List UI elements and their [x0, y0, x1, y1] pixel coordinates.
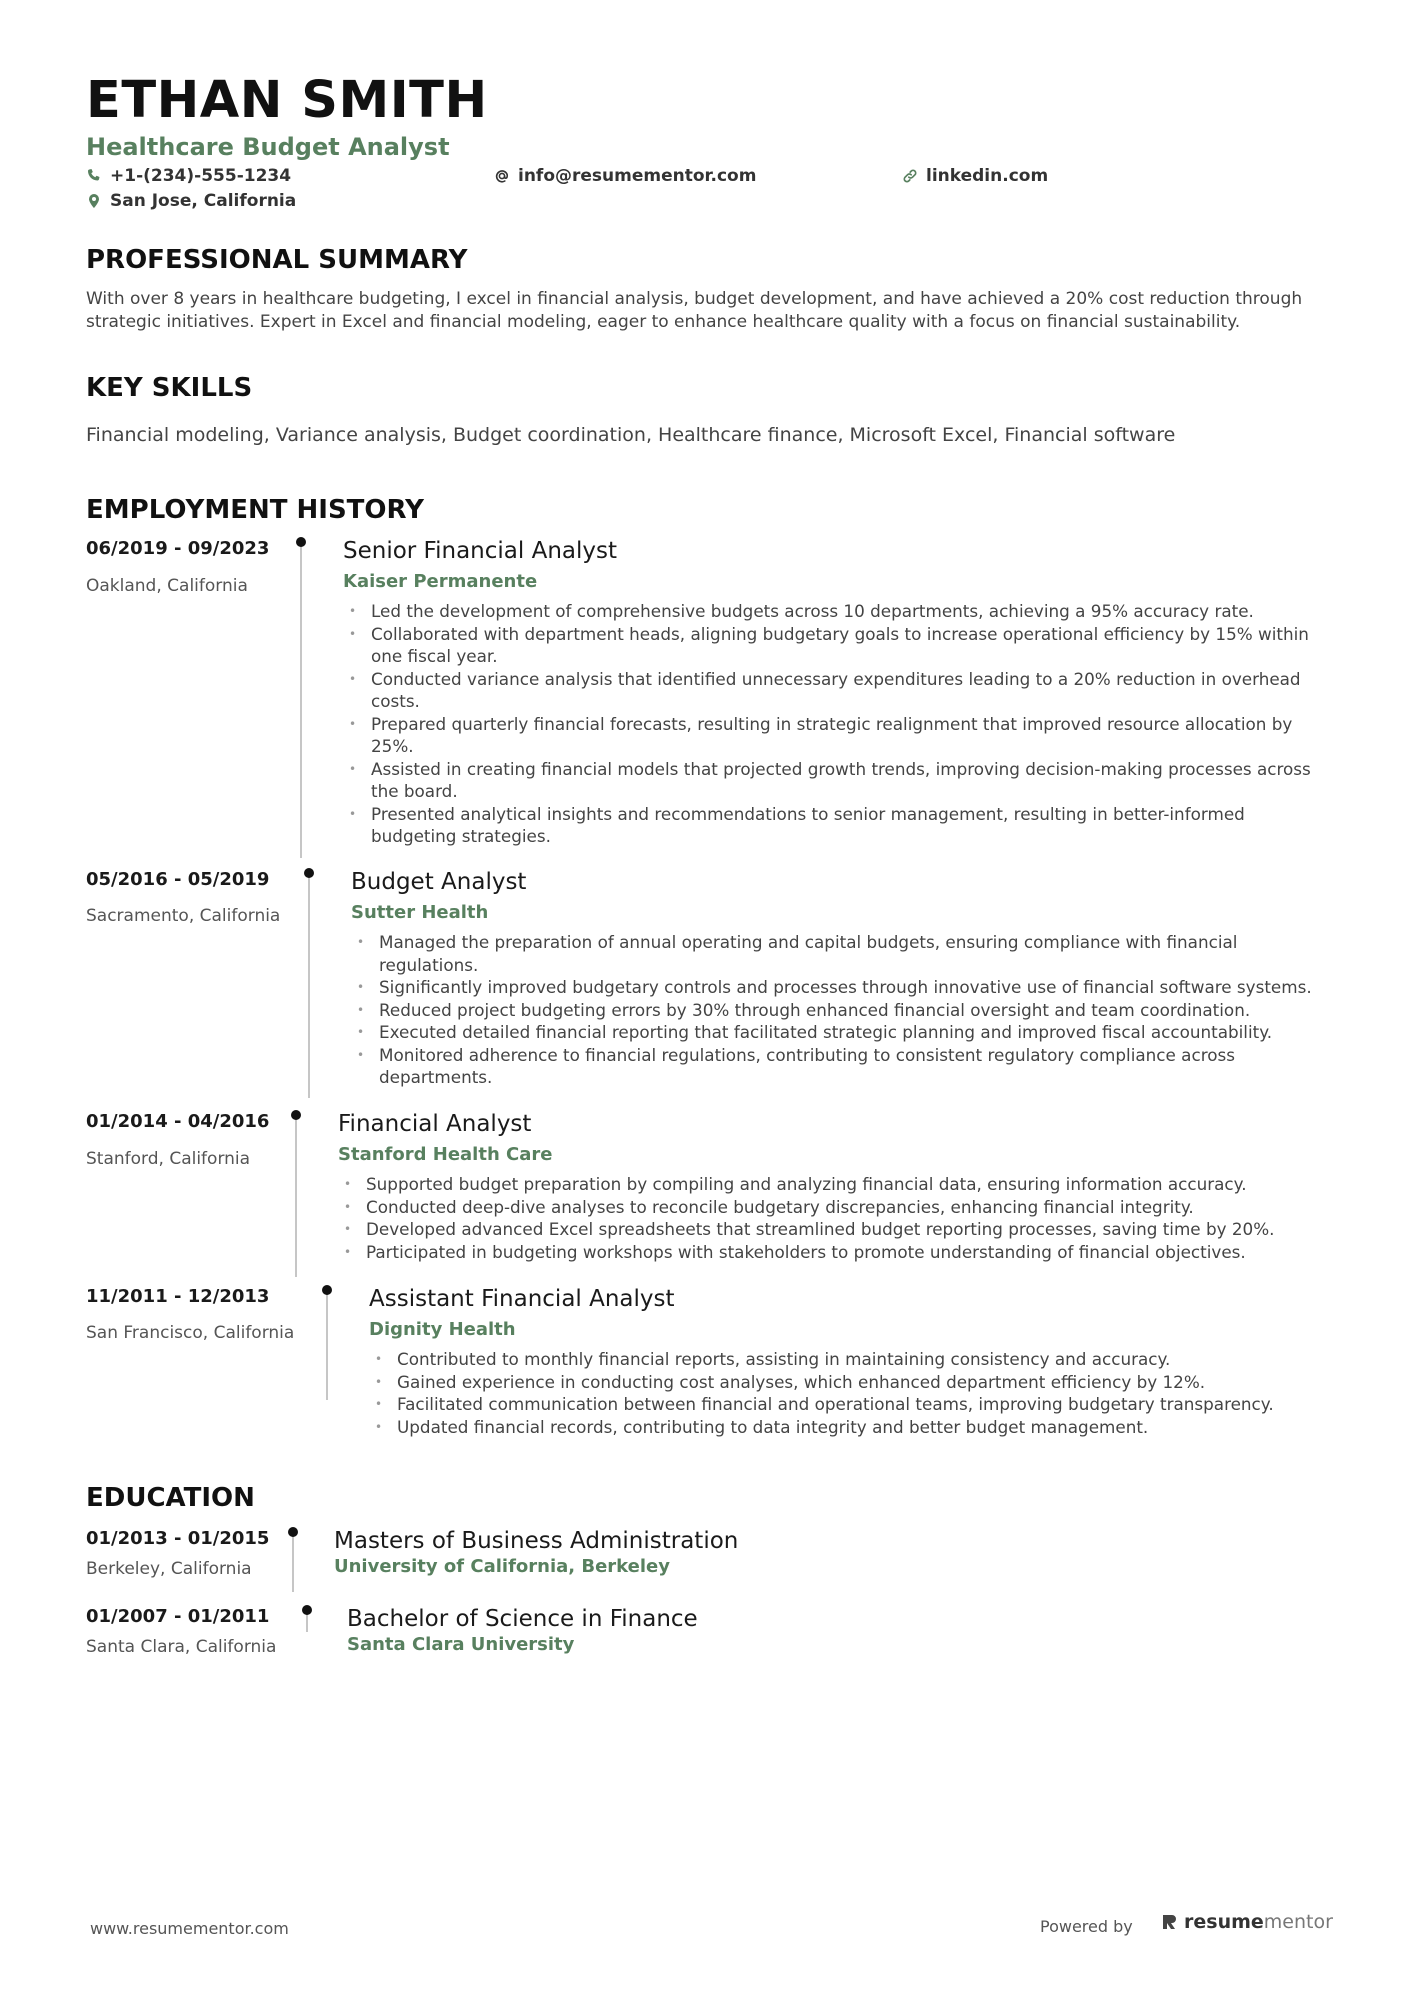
job-company: Sutter Health	[351, 902, 489, 923]
education-location: Santa Clara, California	[86, 1637, 277, 1657]
job-bullets	[338, 1173, 1333, 1263]
job-dates: 01/2014 - 04/2016	[86, 1111, 270, 1132]
job-dates: 05/2016 - 05/2019	[86, 869, 270, 890]
degree-title: Masters of Business Administration	[334, 1528, 739, 1554]
job-location: Oakland, California	[86, 576, 248, 596]
job-bullet: • Collaborated with department heads, aligning budgetary goals to increase operational efficiency by 15% within one fiscal year.	[343, 623, 1333, 668]
timeline-line	[308, 875, 310, 1098]
skills-heading: KEY SKILLS	[86, 373, 253, 403]
contact-linkedin[interactable]	[902, 165, 1048, 187]
job-title: Financial Analyst	[338, 1111, 532, 1137]
education-heading: EDUCATION	[86, 1483, 255, 1513]
candidate-name: ETHAN SMITH	[86, 71, 488, 130]
timeline-line	[300, 544, 302, 858]
job-bullet: • Facilitated communication between financial and operational teams, improving budgetary transparency.	[369, 1393, 1333, 1416]
degree-title: Bachelor of Science in Finance	[347, 1606, 698, 1632]
job-bullet: • Reduced project budgeting errors by 30% through enhanced financial oversight and team coordination.	[351, 999, 1333, 1022]
education-location: Berkeley, California	[86, 1559, 252, 1579]
summary-text: With over 8 years in healthcare budgeting, I excel in financial analysis, budget development, and have achieved a 20% cost reduction through strategic initiatives. Expert in Excel and financial modeling, eager to enhance healthcare quality with a focus on financial sustainability.	[86, 289, 1303, 332]
timeline-line	[295, 1117, 297, 1277]
candidate-title: Healthcare Budget Analyst	[86, 133, 450, 161]
timeline-dot	[304, 868, 314, 878]
job-bullet: • Assisted in creating financial models that projected growth trends, improving decision-making processes across the board.	[343, 758, 1333, 803]
education-dates: 01/2007 - 01/2011	[86, 1606, 270, 1627]
school-name: University of California, Berkeley	[334, 1556, 670, 1577]
footer-url[interactable]: www.resumementor.com	[90, 1919, 289, 1938]
school-name: Santa Clara University	[347, 1634, 575, 1655]
summary-heading: PROFESSIONAL SUMMARY	[86, 245, 468, 275]
resumementor-logo-icon	[1160, 1913, 1178, 1931]
timeline-line	[306, 1612, 308, 1632]
job-bullets	[343, 600, 1333, 848]
job-bullet: • Monitored adherence to financial regulations, contributing to consistent regulatory compliance across departments.	[351, 1044, 1333, 1089]
job-dates: 11/2011 - 12/2013	[86, 1286, 270, 1307]
timeline-line	[326, 1292, 328, 1400]
timeline-dot	[291, 1110, 301, 1120]
job-location: San Francisco, California	[86, 1323, 295, 1343]
job-bullet: • Presented analytical insights and recommendations to senior management, resulting in better-informed budgeting strategies.	[343, 803, 1333, 848]
location-pin-icon	[86, 193, 102, 209]
skills-text: Financial modeling, Variance analysis, Budget coordination, Healthcare finance, Microsoft Excel, Financial software	[86, 424, 1176, 446]
job-bullet: • Supported budget preparation by compiling and analyzing financial data, ensuring information accuracy.	[338, 1173, 1333, 1196]
linkedin-link[interactable]: linkedin.com	[926, 166, 1049, 186]
timeline-dot	[322, 1285, 332, 1295]
job-bullet: • Developed advanced Excel spreadsheets that streamlined budget reporting processes, saving time by 20%.	[338, 1218, 1333, 1241]
employment-heading: EMPLOYMENT HISTORY	[86, 495, 424, 525]
brand-bold-text: resume	[1184, 1911, 1264, 1933]
location-text: San Jose, California	[110, 191, 297, 211]
job-bullet: • Managed the preparation of annual operating and capital budgets, ensuring compliance with financial regulations.	[351, 931, 1333, 976]
job-bullet: • Prepared quarterly financial forecasts, resulting in strategic realignment that improved resource allocation by 25%.	[343, 713, 1333, 758]
contact-phone	[86, 165, 291, 187]
contact-location	[86, 190, 296, 212]
job-location: Sacramento, California	[86, 906, 281, 926]
job-bullet: • Executed detailed financial reporting that facilitated strategic planning and improved fiscal accountability.	[351, 1021, 1333, 1044]
at-icon	[494, 168, 510, 184]
job-bullet: • Contributed to monthly financial reports, assisting in maintaining consistency and accuracy.	[369, 1348, 1333, 1371]
job-title: Budget Analyst	[351, 869, 527, 895]
brand-logo[interactable]	[1160, 1911, 1333, 1933]
job-company: Kaiser Permanente	[343, 571, 538, 592]
job-company: Dignity Health	[369, 1319, 516, 1340]
contact-email[interactable]	[494, 165, 756, 187]
job-bullet: • Gained experience in conducting cost analyses, which enhanced department efficiency by 12%.	[369, 1371, 1333, 1394]
job-bullet: • Significantly improved budgetary controls and processes through innovative use of financial software systems.	[351, 976, 1333, 999]
timeline-dot	[296, 537, 306, 547]
job-bullet: • Conducted variance analysis that identified unnecessary expenditures leading to a 20% reduction in overhead costs.	[343, 668, 1333, 713]
job-bullets	[369, 1348, 1333, 1438]
job-bullets	[351, 931, 1333, 1089]
brand-light-text: mentor	[1263, 1911, 1333, 1933]
job-bullet: • Led the development of comprehensive budgets across 10 departments, achieving a 95% accuracy rate.	[343, 600, 1333, 623]
timeline-dot	[302, 1605, 312, 1615]
education-dates: 01/2013 - 01/2015	[86, 1528, 270, 1549]
job-location: Stanford, California	[86, 1149, 251, 1169]
timeline-line	[292, 1534, 294, 1592]
powered-by-label: Powered by	[1040, 1917, 1133, 1936]
job-dates: 06/2019 - 09/2023	[86, 538, 270, 559]
job-title: Assistant Financial Analyst	[369, 1286, 675, 1312]
phone-icon	[86, 168, 102, 184]
phone-text: +1-(234)-555-1234	[110, 166, 292, 186]
job-bullet: • Participated in budgeting workshops with stakeholders to promote understanding of financial objectives.	[338, 1241, 1333, 1264]
job-title: Senior Financial Analyst	[343, 538, 617, 564]
timeline-dot	[288, 1527, 298, 1537]
job-bullet: • Conducted deep-dive analyses to reconcile budgetary discrepancies, enhancing financial integrity.	[338, 1196, 1333, 1219]
link-icon	[902, 168, 918, 184]
job-bullet: • Updated financial records, contributing to data integrity and better budget management.	[369, 1416, 1333, 1439]
email-link[interactable]: info@resumementor.com	[518, 166, 757, 186]
job-company: Stanford Health Care	[338, 1144, 553, 1165]
